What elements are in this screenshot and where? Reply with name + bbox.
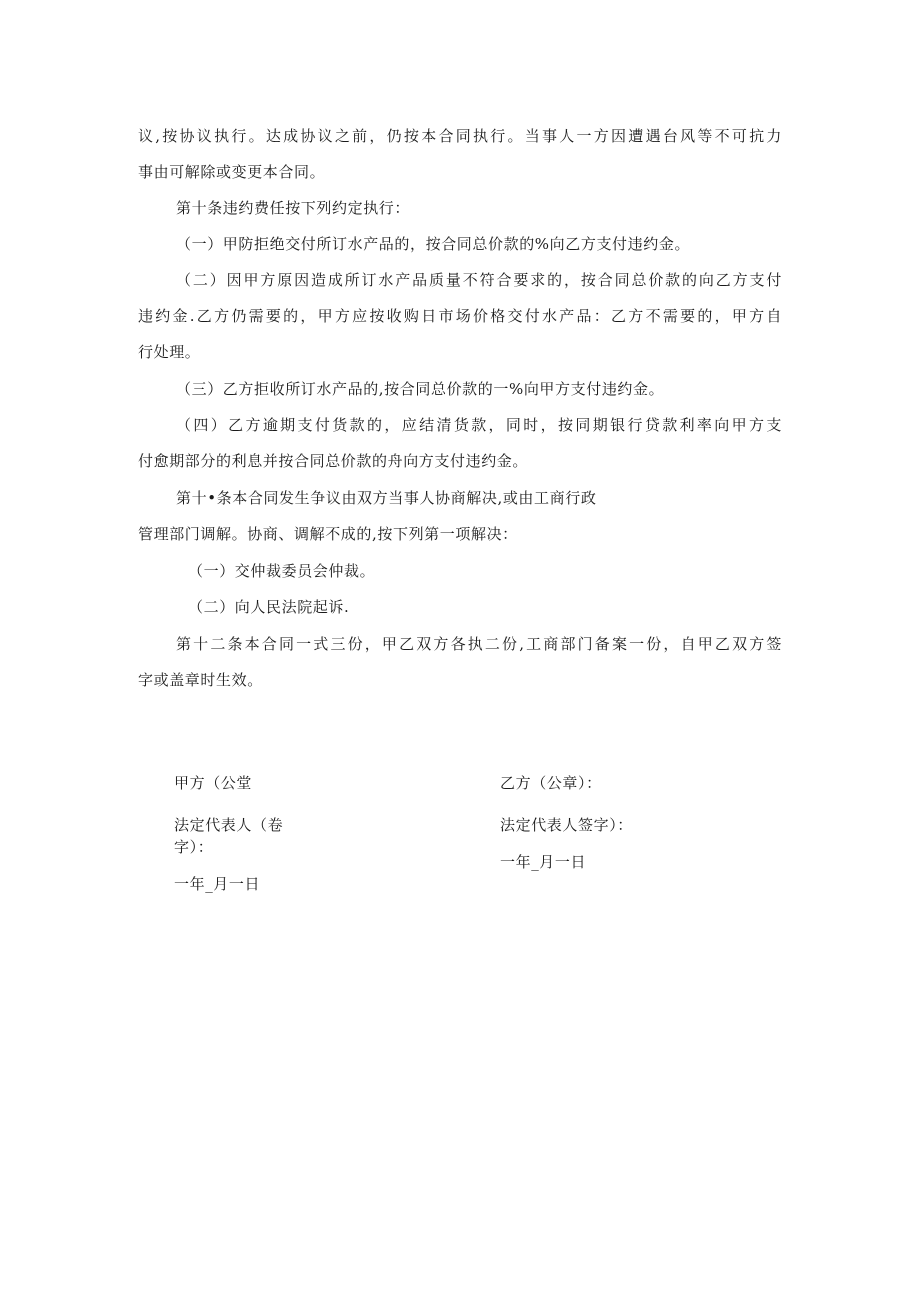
clause-9-line-1: 议,按协议执行。达成协议之前，仍按本合同执行。当事人一方因遭遇台风等不可抗力 [138,127,782,145]
party-a-title: 甲方（公堂 [174,774,253,792]
party-a-rep-line-2: 字）： [174,838,214,856]
party-a-date: 一年_月一日 [174,875,261,893]
clause-10-heading: 第十条违约费任按下列约定执行： [176,199,411,217]
party-b-rep: 法定代表人签字）： [500,816,633,834]
clause-11-line-1: 第十•条本合同发生争议由双方当事人协商解决,或由工商行政 [176,489,597,507]
party-b-date: 一年_月一日 [500,853,587,871]
party-a-rep-line-1: 法定代表人（卷 [174,816,284,834]
clause-11-option-1: （一）交仲裁委员会仲裁。 [188,562,376,580]
party-b-title: 乙方（公章）： [500,774,602,792]
clause-10-item-2-line-2: 违约金.乙方仍需要的，甲方应按收购日市场价格交付水产品：乙方不需要的，甲方自 [138,307,782,325]
clause-11-line-2: 管理部门调解。协商、调解不成的,按下列第一项解决： [138,525,518,543]
clause-10-item-3: （三）乙方拒收所订水产品的,按合同总价款的一%向甲方支付违约金。 [176,380,665,398]
clause-10-item-4-line-2: 付愈期部分的利息并按合同总价款的舟向方支付违约金。 [138,452,529,470]
clause-9-line-2: 事由可解除或变更本合同。 [138,163,326,181]
clause-10-item-2-line-1: （二）因甲方原因造成所订水产品质量不符合要求的，按合同总价款的向乙方支付 [176,271,782,289]
clause-12-line-2: 字或盖章时生效。 [138,671,263,689]
clause-12-line-1: 第十二条本合同一式三份，甲乙双方各执二份,工商部门备案一份，自甲乙双方签 [176,635,782,653]
clause-10-item-1: （一）甲防拒绝交付所订水产品的，按合同总价款的%向乙方支付违约金。 [176,235,691,253]
clause-10-item-2-line-3: 行处理。 [138,343,201,361]
clause-11-option-2: （二）向人民法院起诉. [188,598,350,616]
clause-10-item-4-line-1: （四）乙方逾期支付货款的，应结清货款，同时，按同期银行贷款利率向甲方支 [176,416,782,434]
